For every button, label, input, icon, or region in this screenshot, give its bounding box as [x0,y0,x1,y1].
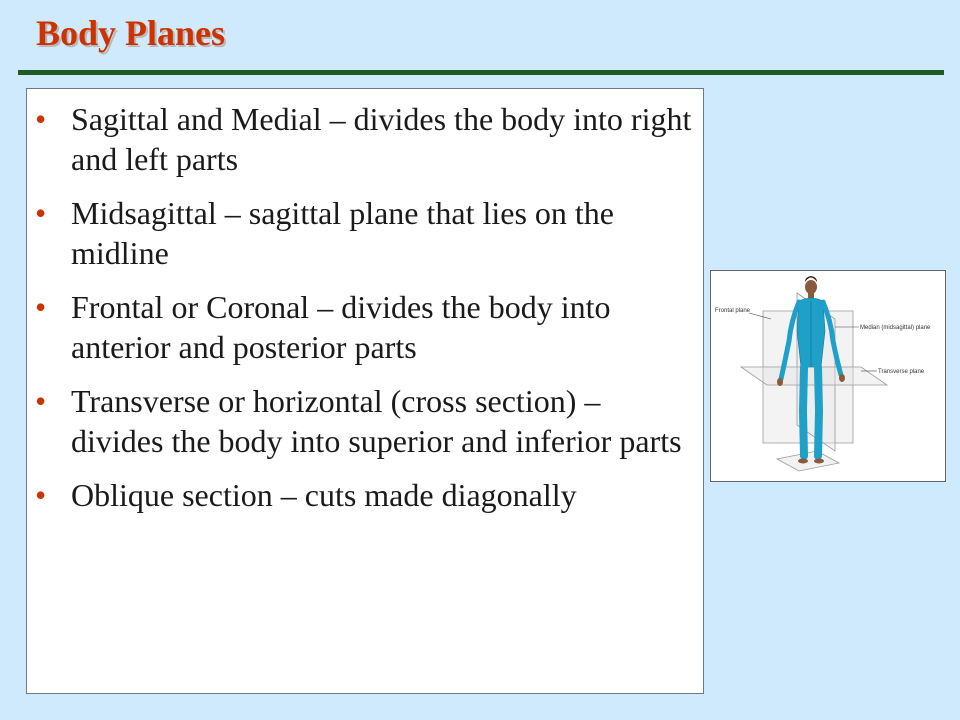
transverse-plane-label: Transverse plane [878,369,925,375]
bullet-list [27,89,703,515]
bullet-item-transverse [27,381,695,461]
bullet-dot-icon: • [35,383,47,419]
transverse-plane-shape [741,367,887,385]
bullet-item-sagittal [27,99,695,179]
bullet-text: Midsagittal – sagittal plane that lies on the midline [71,195,614,271]
bullet-item-midsagittal [27,193,695,273]
bullet-text: Frontal or Coronal – divides the body into anterior and posterior parts [71,289,611,365]
frontal-plane-label: Frontal plane [715,308,751,314]
bullet-text: Transverse or horizontal (cross section) – divides the body into superior and inferior parts [71,383,682,459]
bullet-dot-icon: • [35,477,47,513]
bullet-text: Sagittal and Medial – divides the body into right and left parts [71,101,692,177]
body-planes-figure [710,270,946,482]
bullet-dot-icon: • [35,101,47,137]
bullet-dot-icon: • [35,289,47,325]
slide-title: Body Planes [36,13,226,53]
bullet-text: Oblique section – cuts made diagonally [71,477,577,513]
bullet-dot-icon: • [35,195,47,231]
title-divider [18,70,944,75]
median-plane-label: Median (midsagittal) plane [860,325,931,331]
body-planes-illustration [711,271,945,481]
bullet-item-oblique [27,475,695,515]
bullet-content-box [26,88,704,694]
bullet-item-frontal [27,287,695,367]
